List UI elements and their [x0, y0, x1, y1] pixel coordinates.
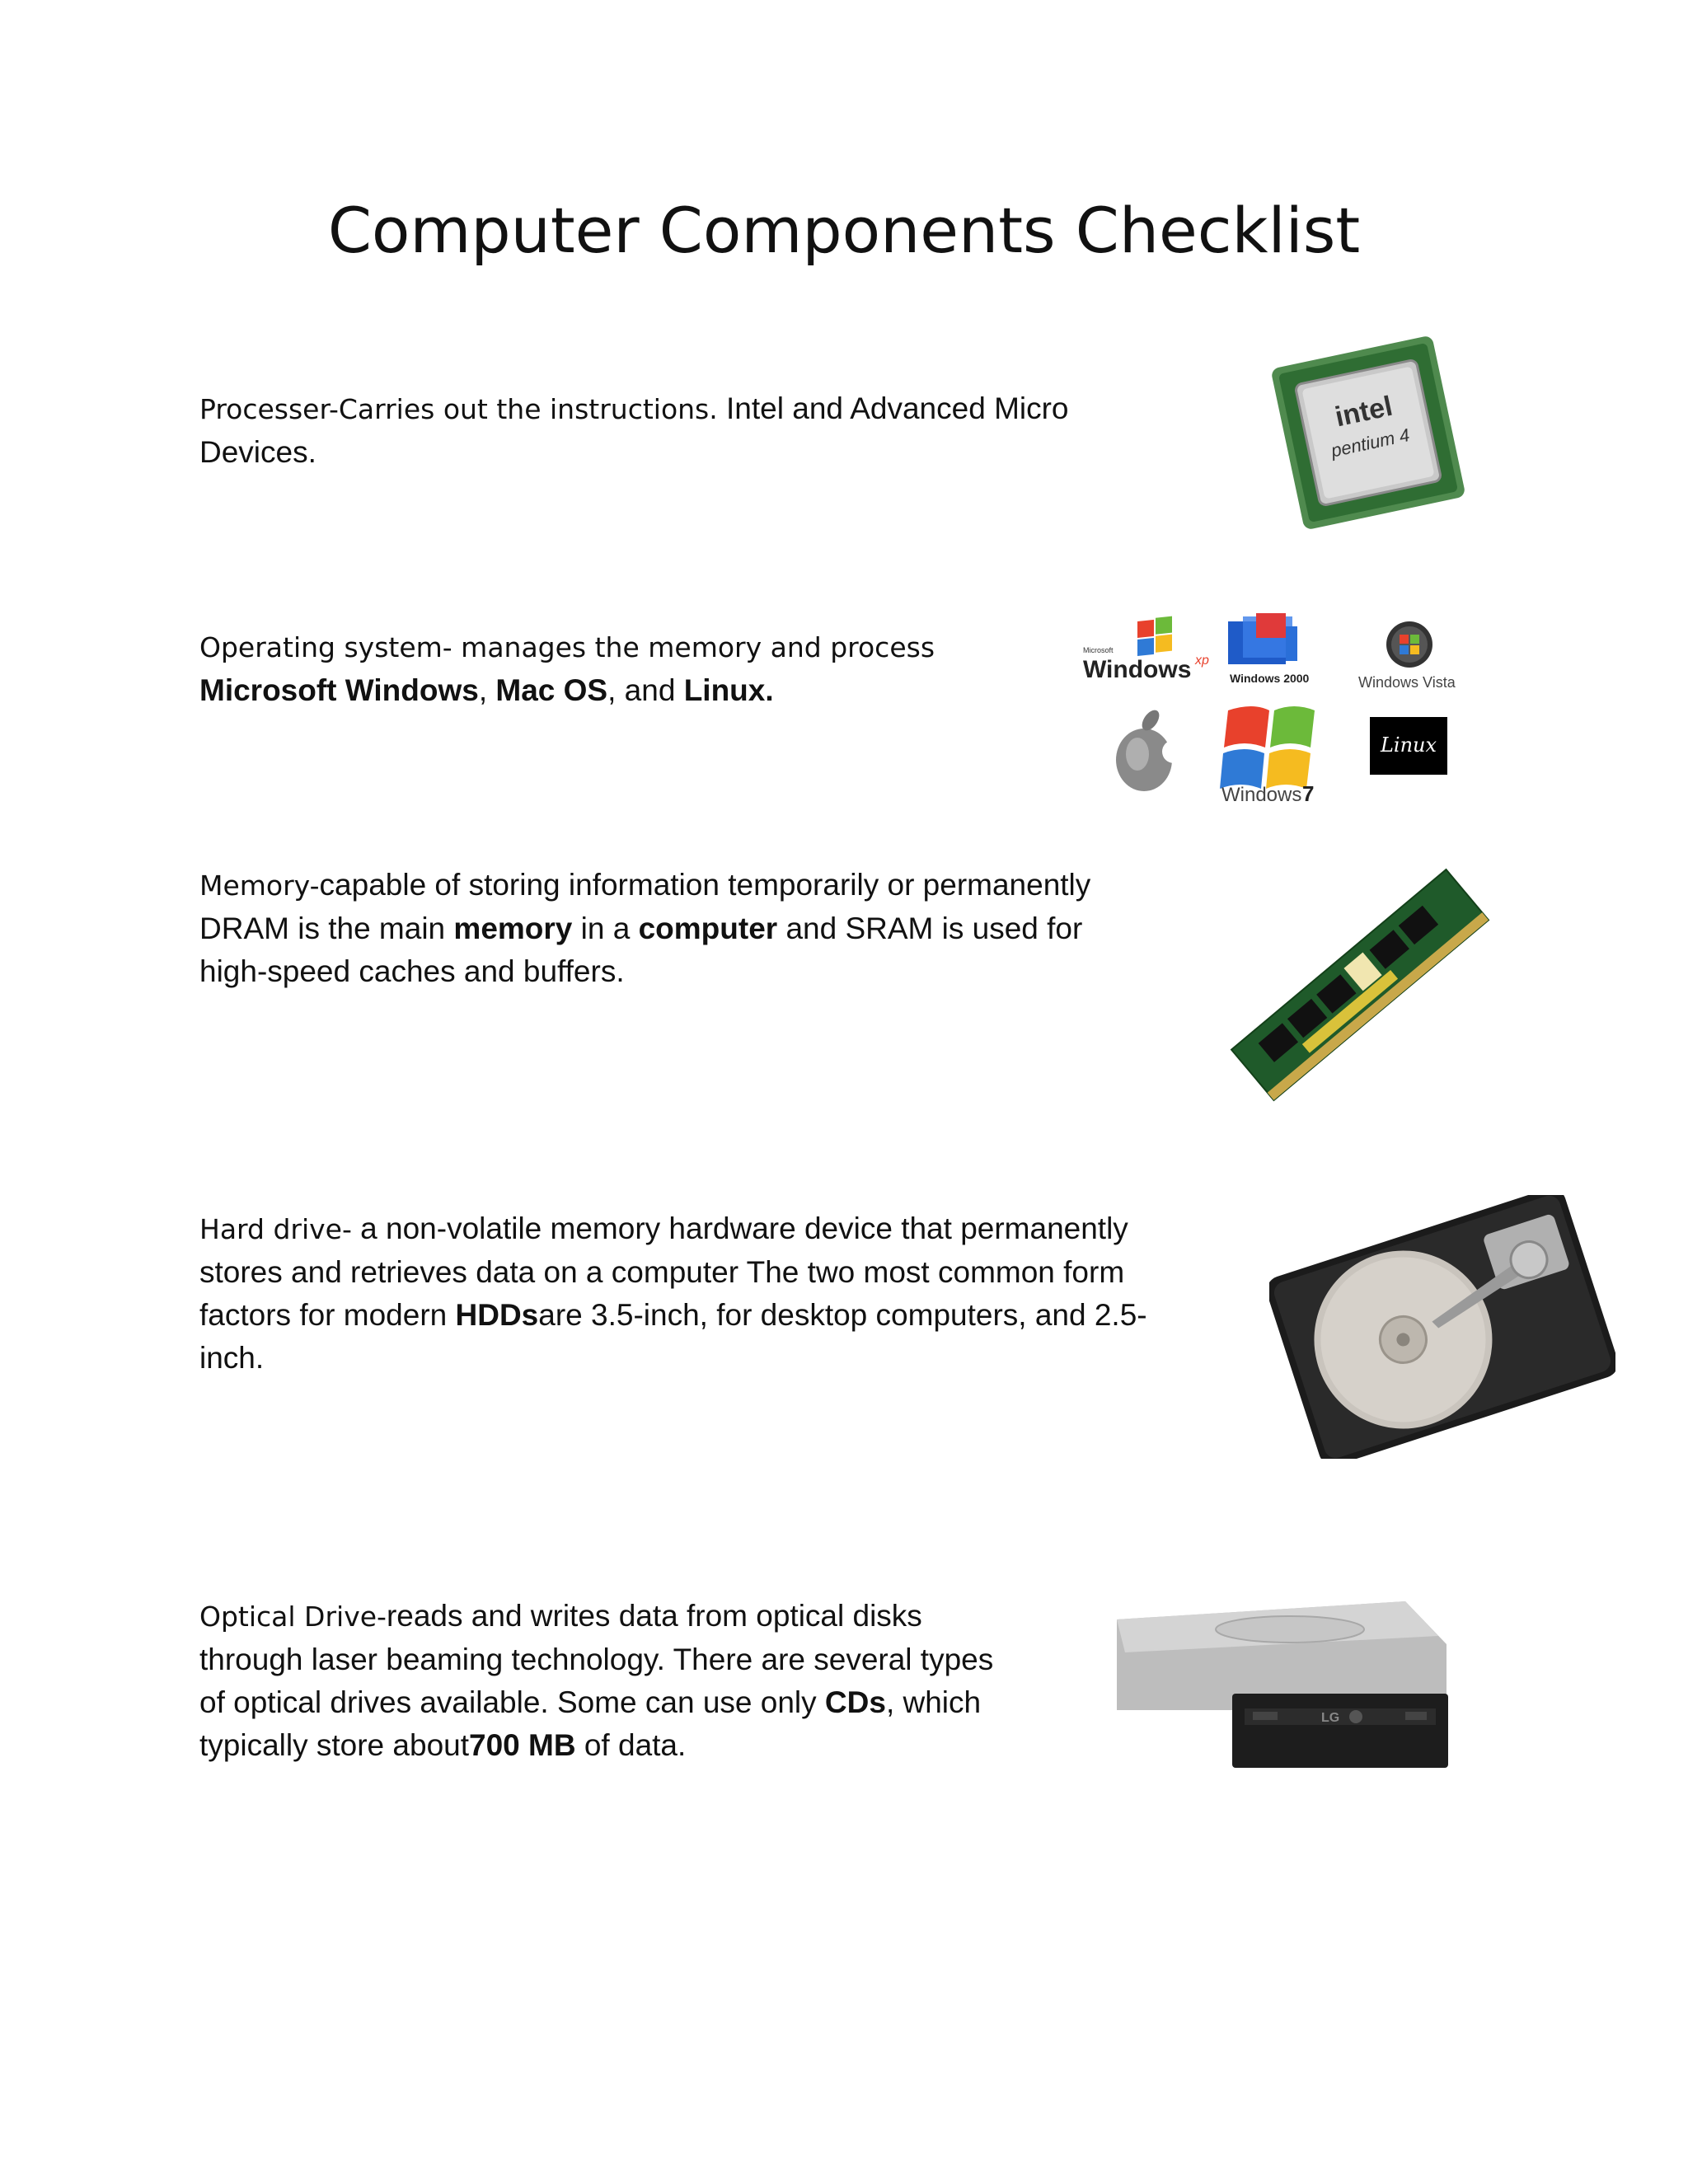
svg-text:Windows Vista: Windows Vista: [1358, 674, 1456, 691]
optical-drive-image: [1109, 1595, 1455, 1776]
optical-line-2: through laser beaming technology. There are several types: [199, 1643, 994, 1676]
page-title: Computer Components Checklist: [327, 194, 1361, 267]
svg-text:intel: intel: [1332, 390, 1395, 434]
processor-lead: Processer-Carries out the instructions.: [199, 393, 718, 425]
hdd-image: [1269, 1195, 1615, 1459]
os-line-2: Microsoft Windows, Mac OS, and Linux.: [199, 673, 774, 707]
svg-text:Linux: Linux: [1380, 733, 1437, 757]
memory-line-3: high-speed caches and buffers.: [199, 954, 625, 988]
os-line-1: Operating system- manages the memory and process: [199, 631, 935, 663]
optical-line-1: Optical Drive-reads and writes data from optical disks: [199, 1599, 922, 1633]
optical-line-4: typically store about700 MB of data.: [199, 1728, 687, 1762]
memory-line-1: Memory-capable of storing information temporarily or permanently: [199, 868, 1091, 902]
svg-text:LG: LG: [1321, 1711, 1340, 1725]
processor-line-1: Processer-Carries out the instructions. Intel and Advanced Micro: [199, 391, 1069, 425]
svg-text:7: 7: [1302, 781, 1315, 806]
section-memory: [199, 864, 1090, 993]
hdd-line-4: inch.: [199, 1341, 265, 1375]
section-operating-system: [199, 626, 935, 712]
hdd-line-2: stores and retrieves data on a computer The two most common form: [199, 1255, 1125, 1289]
section-optical-drive: [199, 1595, 993, 1767]
memory-line-2: DRAM is the main memory in a computer and SRAM is used for: [199, 912, 1083, 945]
svg-text:Microsoft: Microsoft: [1083, 646, 1114, 654]
section-hard-drive: [199, 1207, 1147, 1380]
os-logos-image: [1080, 610, 1467, 808]
section-processor: [199, 387, 1069, 474]
hdd-line-1: Hard drive- a non-volatile memory hardware device that permanently: [199, 1212, 1128, 1245]
svg-text:Windows 2000: Windows 2000: [1230, 672, 1310, 685]
svg-text:Windows: Windows: [1221, 784, 1302, 806]
svg-text:xp: xp: [1195, 654, 1209, 668]
processor-line-2: Devices.: [199, 435, 316, 469]
hdd-line-3: factors for modern HDDsare 3.5-inch, for desktop computers, and 2.5-: [199, 1298, 1147, 1332]
cpu-image: [1261, 326, 1475, 540]
svg-text:pentium 4: pentium 4: [1329, 424, 1412, 462]
svg-text:Windows: Windows: [1083, 656, 1192, 683]
ram-image: [1228, 861, 1492, 1108]
optical-line-3: of optical drives available. Some can use only CDs, which: [199, 1685, 982, 1719]
